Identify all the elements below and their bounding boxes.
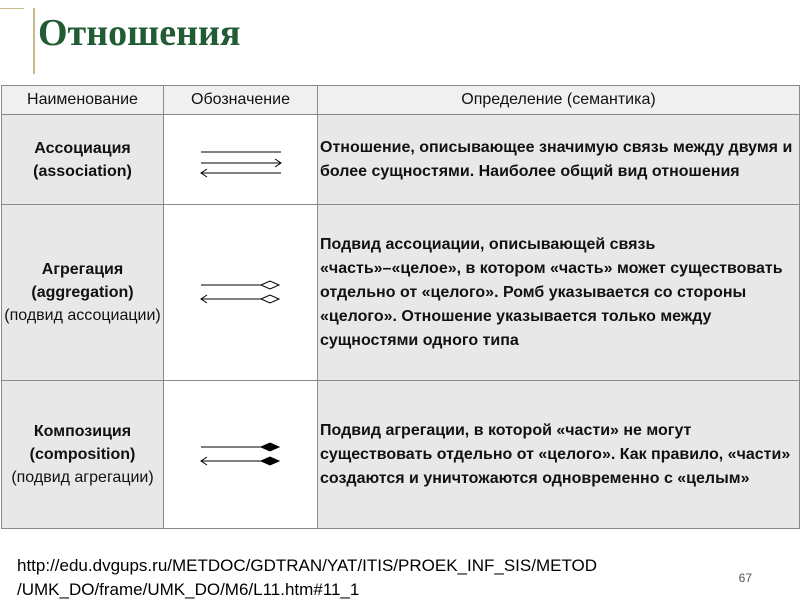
association-name-en: (association) — [33, 162, 132, 180]
composition-definition: Подвид агрегации, в которой «части» не могут существовать отдельно от «целого». Как правило, «части» создаются и уничтожаются одновременно с «целым» — [318, 381, 800, 529]
aggregation-symbol-cell — [164, 205, 318, 381]
association-symbol-cell — [164, 115, 318, 205]
source-url[interactable] — [17, 554, 597, 602]
aggregation-name-en: (aggregation) — [31, 284, 134, 301]
composition-filled-diamond-icon — [191, 435, 291, 475]
composition-name-cell — [2, 381, 164, 529]
composition-note: (подвид агрегации) — [11, 469, 154, 486]
source-url-line-1[interactable]: http://edu.dvgups.ru/METDOC/GDTRAN/YAT/ITIS/PROEK_INF_SIS/METOD — [17, 556, 598, 575]
header-name: Наименование — [2, 86, 164, 115]
table-row-aggregation — [2, 205, 800, 381]
association-name: Ассоциация — [34, 139, 131, 157]
decorative-vertical-bar — [33, 8, 35, 74]
association-name-cell — [2, 115, 164, 205]
slide-title: Отношения — [38, 12, 241, 54]
decorative-top-line — [0, 8, 24, 9]
composition-name: Композиция — [33, 423, 132, 440]
table-row-association — [2, 115, 800, 205]
association-definition: Отношение, описывающее значимую связь между двумя и более сущностями. Наиболее общий вид отношения — [318, 115, 800, 205]
composition-name-en: (composition) — [29, 446, 136, 463]
table-header-row — [2, 86, 800, 115]
page-number: 67 — [738, 571, 752, 585]
aggregation-definition: Подвид ассоциации, описывающей связь «часть»–«целое», в котором «часть» может существовать отдельно от «целого». Ромб указывается со стороны «целого». Отношение указывается только между сущностями одного типа — [318, 205, 800, 381]
source-url-line-2[interactable]: /UMK_DO/frame/UMK_DO/M6/L11.htm#11_1 — [17, 580, 360, 599]
aggregation-hollow-diamond-icon — [191, 273, 291, 313]
composition-symbol-cell — [164, 381, 318, 529]
aggregation-name: Агрегация — [41, 261, 124, 278]
aggregation-name-cell — [2, 205, 164, 381]
association-arrows-icon — [191, 138, 291, 182]
table-row-composition — [2, 381, 800, 529]
header-notation: Обозначение — [164, 86, 318, 115]
aggregation-note: (подвид ассоциации) — [4, 307, 161, 324]
header-definition: Определение (семантика) — [318, 86, 800, 115]
relations-table — [1, 85, 800, 529]
